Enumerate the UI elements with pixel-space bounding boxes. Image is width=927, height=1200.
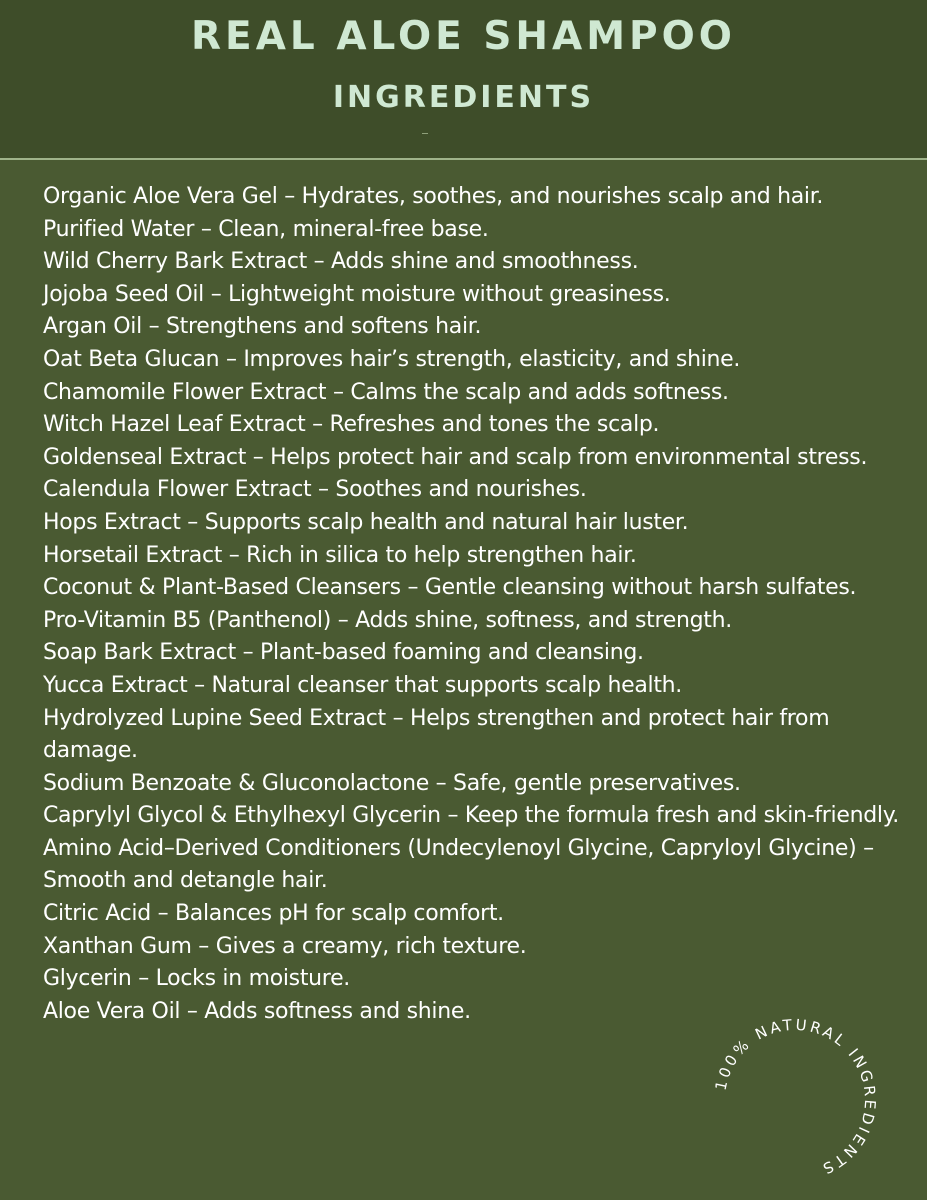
ingredient-item: Hops Extract – Supports scalp health and natural hair luster. xyxy=(43,509,689,535)
ingredient-item: Purified Water – Clean, mineral-free base. xyxy=(43,216,489,242)
ingredient-item: Organic Aloe Vera Gel – Hydrates, soothes, and nourishes scalp and hair. xyxy=(43,184,824,209)
ingredient-item: Coconut & Plant-Based Cleansers – Gentle cleansing without harsh sulfates. xyxy=(43,575,857,601)
ingredient-item: Citric Acid – Balances pH for scalp comfort. xyxy=(43,901,504,927)
ingredient-item: Horsetail Extract – Rich in silica to help strengthen hair. xyxy=(43,542,637,568)
ingredient-item: Amino Acid–Derived Conditioners (Undecylenoyl Glycine, Capryloyl Glycine) – Smooth and detangle hair. xyxy=(43,835,874,894)
badge-text: 100% NATURAL INGREDIENTS xyxy=(711,1015,880,1179)
ingredient-list xyxy=(43,181,913,1028)
decorative-dash xyxy=(422,133,428,134)
page-subtitle: INGREDIENTS xyxy=(332,80,595,115)
ingredient-item: Jojoba Seed Oil – Lightweight moisture without greasiness. xyxy=(43,281,671,307)
ingredient-item: Calendula Flower Extract – Soothes and nourishes. xyxy=(43,477,587,503)
ingredient-item: Wild Cherry Bark Extract – Adds shine and smoothness. xyxy=(43,249,639,275)
ingredient-item: Soap Bark Extract – Plant-based foaming and cleansing. xyxy=(43,640,644,666)
ingredient-item: Goldenseal Extract – Helps protect hair and scalp from environmental stress. xyxy=(43,444,868,470)
ingredient-item: Glycerin – Locks in moisture. xyxy=(43,966,350,992)
ingredient-item: Argan Oil – Strengthens and softens hair. xyxy=(43,314,482,340)
ingredient-item: Xanthan Gum – Gives a creamy, rich texture. xyxy=(43,933,527,959)
ingredient-item: Chamomile Flower Extract – Calms the scalp and adds softness. xyxy=(43,379,729,405)
ingredient-item: Caprylyl Glycol & Ethylhexyl Glycerin – Keep the formula fresh and skin-friendly. xyxy=(43,803,899,829)
ingredient-item: Witch Hazel Leaf Extract – Refreshes and tones the scalp. xyxy=(43,412,660,438)
header-banner xyxy=(0,0,927,160)
ingredient-item: Oat Beta Glucan – Improves hair’s strength, elasticity, and shine. xyxy=(43,346,741,372)
ingredient-item: Sodium Benzoate & Gluconolactone – Safe, gentle preservatives. xyxy=(43,770,741,796)
ingredient-item: Yucca Extract – Natural cleanser that supports scalp health. xyxy=(43,672,682,698)
page-title: REAL ALOE SHAMPOO xyxy=(191,14,736,59)
ingredient-item: Pro-Vitamin B5 (Panthenol) – Adds shine, softness, and strength. xyxy=(43,607,732,633)
ingredient-item: Aloe Vera Oil – Adds softness and shine. xyxy=(43,998,471,1024)
ingredient-item: Hydrolyzed Lupine Seed Extract – Helps strengthen and protect hair from damage. xyxy=(43,705,830,764)
natural-ingredients-badge xyxy=(710,1015,880,1185)
